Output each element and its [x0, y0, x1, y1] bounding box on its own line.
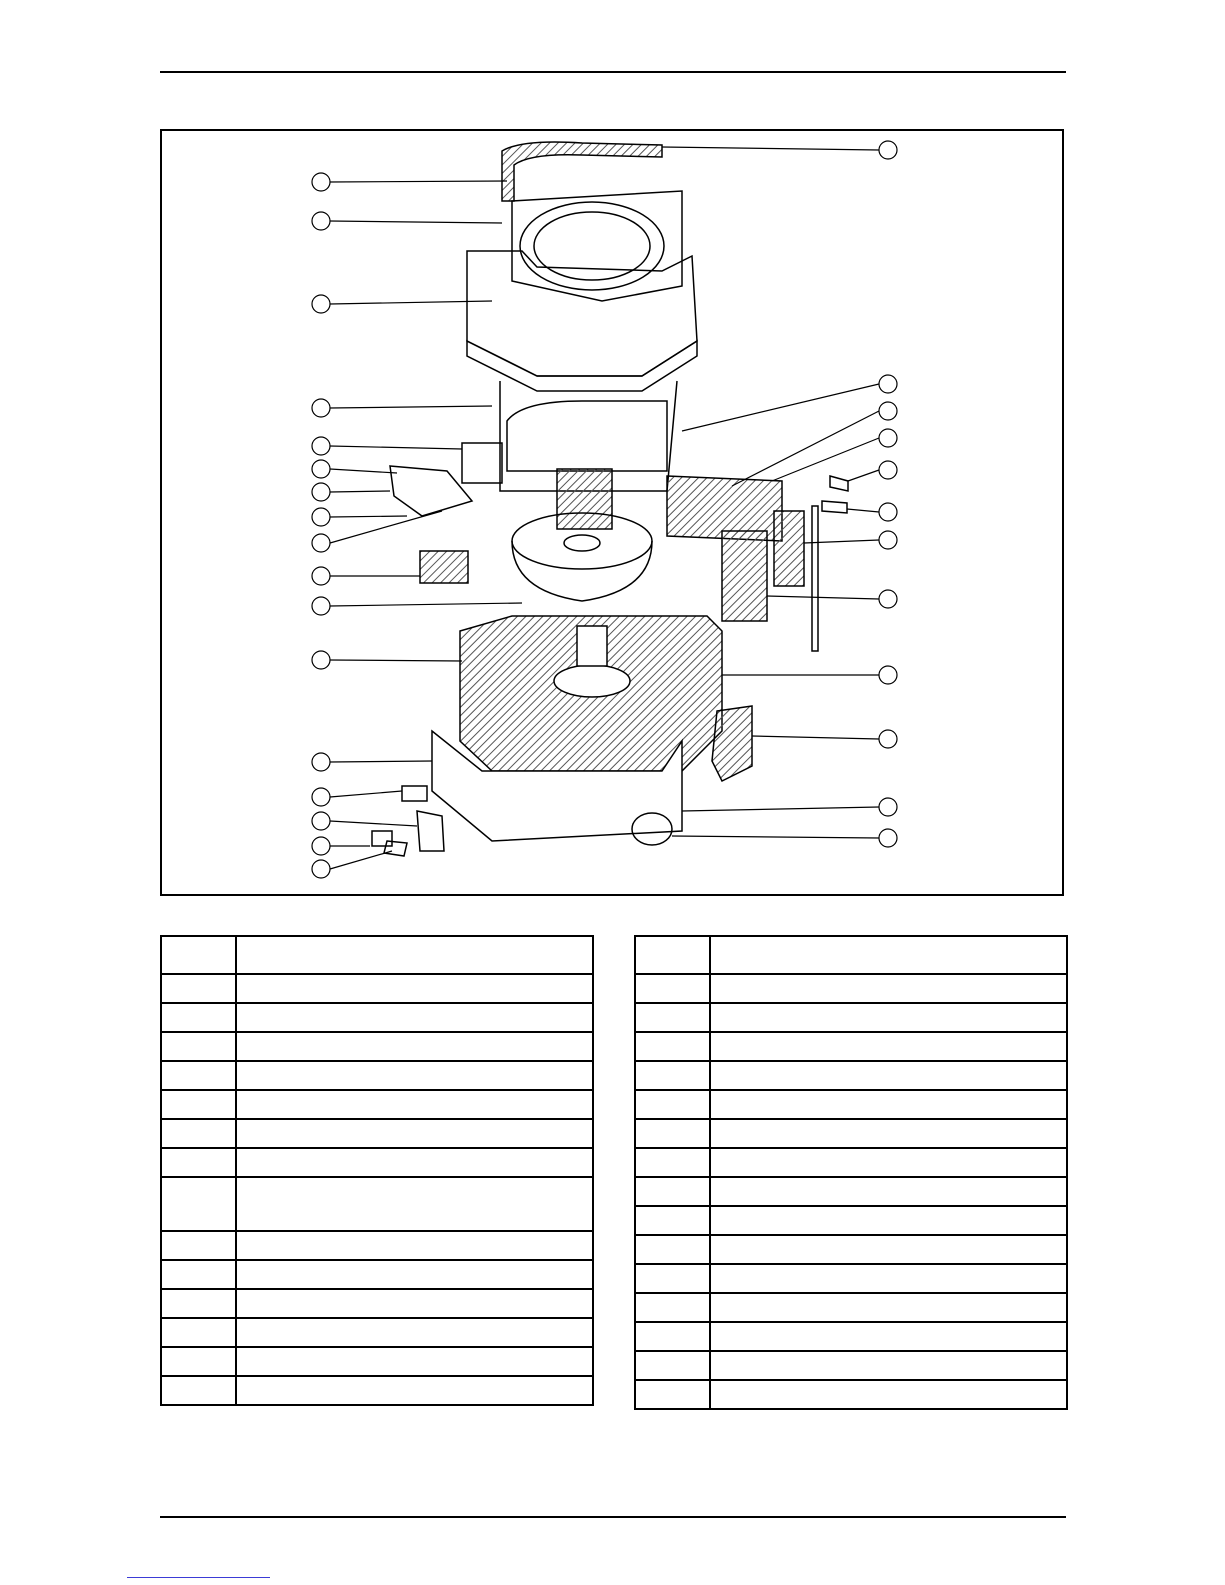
table-row	[161, 1090, 593, 1119]
table-row	[635, 1148, 1067, 1177]
footer-rule	[160, 1516, 1066, 1518]
table-header-row	[635, 936, 1067, 974]
table-row	[635, 1177, 1067, 1206]
table-row	[635, 1235, 1067, 1264]
table-row	[635, 1264, 1067, 1293]
table-row	[635, 1322, 1067, 1351]
table-row	[161, 1231, 593, 1260]
table-row	[161, 1260, 593, 1289]
table-row	[161, 1289, 593, 1318]
table-row	[635, 1351, 1067, 1380]
table-row	[635, 1003, 1067, 1032]
exploded-view-figure	[160, 129, 1064, 896]
table-row	[635, 1119, 1067, 1148]
table-header-row	[161, 936, 593, 974]
table-row	[635, 1380, 1067, 1409]
table-row	[635, 1032, 1067, 1061]
parts-table-left	[160, 935, 594, 1406]
table-row	[161, 1347, 593, 1376]
table-row	[635, 974, 1067, 1003]
table-row	[161, 1148, 593, 1177]
footer-link-underline[interactable]	[127, 1577, 270, 1578]
table-row	[635, 1090, 1067, 1119]
table-row	[161, 1061, 593, 1090]
table-row	[161, 1177, 593, 1231]
table-row	[161, 1032, 593, 1061]
header-rule	[160, 71, 1066, 73]
table-row	[635, 1061, 1067, 1090]
table-row	[161, 974, 593, 1003]
exploded-view-drawing	[162, 131, 1062, 894]
parts-table-right	[634, 935, 1068, 1410]
table-row	[161, 1318, 593, 1347]
table-row	[161, 1003, 593, 1032]
table-row	[635, 1206, 1067, 1235]
table-row	[161, 1376, 593, 1405]
table-row	[161, 1119, 593, 1148]
table-row	[635, 1293, 1067, 1322]
